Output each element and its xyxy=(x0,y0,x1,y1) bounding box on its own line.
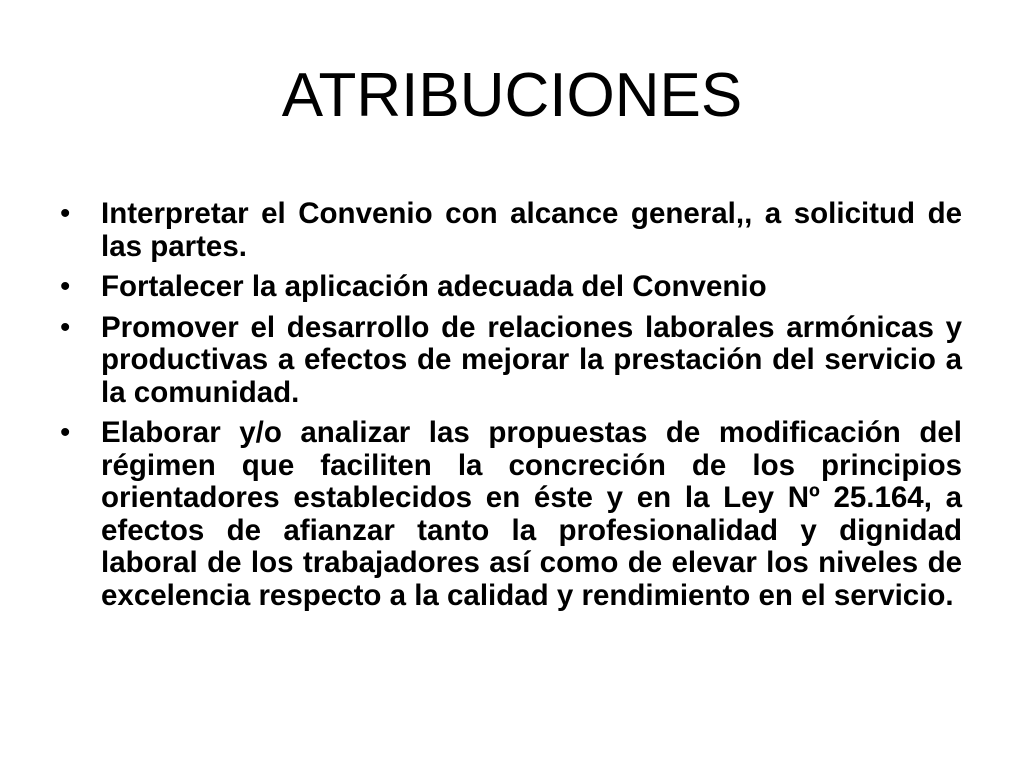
bullet-item: • Fortalecer la aplicación adecuada del Convenio xyxy=(60,271,962,304)
slide-title: ATRIBUCIONES xyxy=(281,61,743,130)
bullet-list xyxy=(60,198,962,620)
bullet-item: • Promover el desarrollo de relaciones laborales armónicas y productivas a efectos de mejorar la prestación del servicio a la comunidad. xyxy=(60,312,962,410)
bullet-item: • Elaborar y/o analizar las propuestas de modificación del régimen que faciliten la concreción de los principios orientadores establecidos en éste y en la Ley Nº 25.164, a efectos de afianzar tanto la profesionalidad y dignidad laboral de los trabajadores así como de elevar los niveles de excelencia respecto a la calidad y rendimiento en el servicio. xyxy=(60,417,962,612)
bullet-item: • Interpretar el Convenio con alcance general,, a solicitud de las partes. xyxy=(60,198,962,263)
